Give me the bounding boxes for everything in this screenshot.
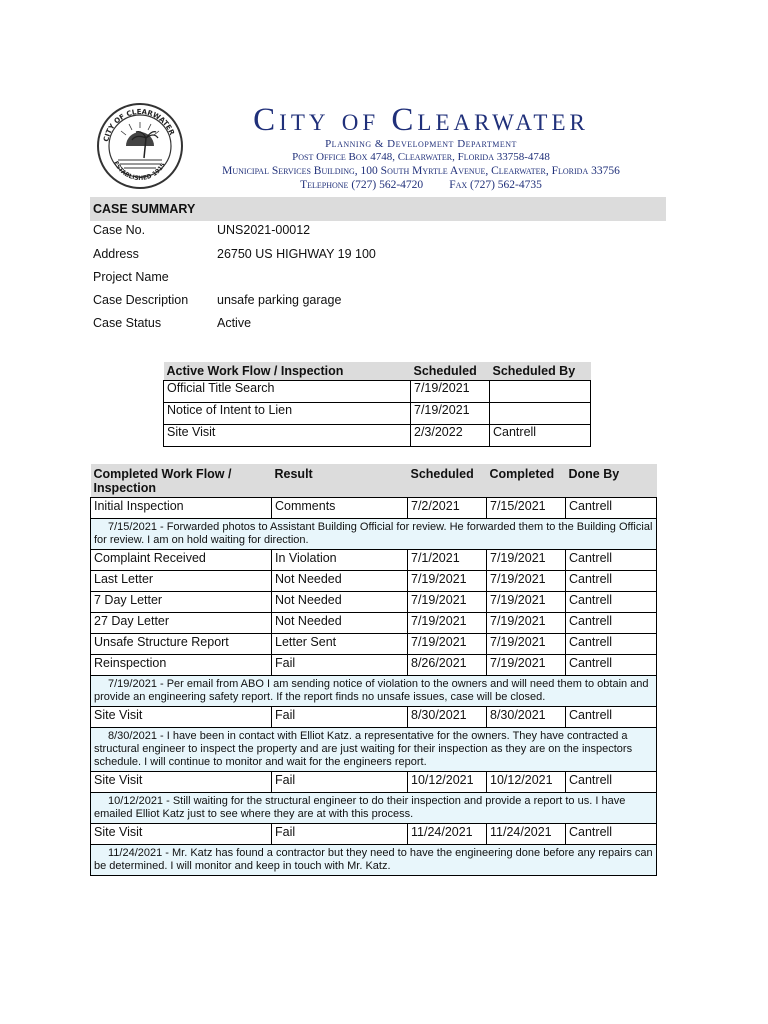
result: Not Needed <box>272 571 408 592</box>
scheduled-date: 7/19/2021 <box>408 634 487 655</box>
column-header: Done By <box>566 464 657 498</box>
scheduled-date: 10/12/2021 <box>408 772 487 793</box>
scheduled-date: 7/19/2021 <box>411 403 490 425</box>
inspection-name: Last Letter <box>91 571 272 592</box>
summary-value: Active <box>217 316 252 330</box>
inspection-note: 7/15/2021 - Forwarded photos to Assistant Building Official for review. He forwarded them to the Building Official for review. I am on hold waiting for direction. <box>94 521 653 546</box>
done-by: Cantrell <box>566 772 657 793</box>
letterhead-text <box>186 102 656 192</box>
result: Letter Sent <box>272 634 408 655</box>
fax-number: Fax (727) 562-4735 <box>449 179 542 191</box>
done-by: Cantrell <box>566 550 657 571</box>
completed-workflow-table <box>90 464 657 876</box>
scheduled-date: 7/2/2021 <box>408 498 487 519</box>
scheduled-date: 7/19/2021 <box>408 592 487 613</box>
completed-date: 7/19/2021 <box>487 634 566 655</box>
scheduled-date: 2/3/2022 <box>411 425 490 447</box>
inspection-name: 7 Day Letter <box>91 592 272 613</box>
completed-date: 7/19/2021 <box>487 550 566 571</box>
summary-value: unsafe parking garage <box>217 293 342 307</box>
column-header: Scheduled <box>408 464 487 498</box>
column-header: Completed <box>487 464 566 498</box>
completed-date: 7/19/2021 <box>487 592 566 613</box>
done-by: Cantrell <box>566 824 657 845</box>
table-row <box>91 634 657 655</box>
scheduled-date: 8/26/2021 <box>408 655 487 676</box>
done-by: Cantrell <box>566 655 657 676</box>
result: Fail <box>272 707 408 728</box>
inspection-note: 8/30/2021 - I have been in contact with Elliot Katz. a representative for the owners. They have contracted a structural engineer to inspect the property and are just waiting for their inspection as they are on the inspectors schedule. I will continue to monitor and wait for the engineers report. <box>94 730 633 768</box>
table-header-row <box>91 464 657 498</box>
done-by: Cantrell <box>566 707 657 728</box>
inspection-note: 11/24/2021 - Mr. Katz has found a contractor but they need to have the engineering done before any repairs can be determined. I will monitor and keep in touch with Mr. Katz. <box>94 847 653 872</box>
completed-date: 7/19/2021 <box>487 571 566 592</box>
summary-value: UNS2021-00012 <box>217 223 311 237</box>
city-seal-logo <box>96 102 184 190</box>
po-box-address: Post Office Box 4748, Clearwater, Florida 33758-4748 <box>292 151 550 163</box>
inspection-name: Reinspection <box>91 655 272 676</box>
result: Comments <box>272 498 408 519</box>
table-row <box>91 655 657 676</box>
result: Fail <box>272 772 408 793</box>
table-row <box>164 381 591 403</box>
case-summary-heading: CASE SUMMARY <box>90 197 666 221</box>
completed-date: 10/12/2021 <box>487 772 566 793</box>
summary-label: Case Description <box>93 293 189 307</box>
note-row <box>91 676 657 707</box>
inspection-name: Site Visit <box>91 824 272 845</box>
result: Not Needed <box>272 613 408 634</box>
inspection-name: Official Title Search <box>164 381 411 403</box>
scheduled-date: 7/19/2021 <box>408 571 487 592</box>
done-by: Cantrell <box>566 634 657 655</box>
done-by: Cantrell <box>566 498 657 519</box>
svg-text:ESTABLISHED 1915: ESTABLISHED 1915 <box>112 160 168 183</box>
inspection-name: Site Visit <box>164 425 411 447</box>
scheduled-date: 7/1/2021 <box>408 550 487 571</box>
result: Not Needed <box>272 592 408 613</box>
table-row <box>91 613 657 634</box>
done-by: Cantrell <box>566 571 657 592</box>
column-header: Completed Work Flow / Inspection <box>91 464 272 498</box>
summary-label: Address <box>93 247 139 261</box>
table-row <box>164 403 591 425</box>
done-by: Cantrell <box>566 592 657 613</box>
note-row <box>91 845 657 876</box>
inspection-name: Initial Inspection <box>91 498 272 519</box>
table-row <box>164 425 591 447</box>
completed-date: 11/24/2021 <box>487 824 566 845</box>
column-header: Active Work Flow / Inspection <box>164 362 411 381</box>
note-row <box>91 728 657 772</box>
inspection-name: Site Visit <box>91 707 272 728</box>
summary-label: Project Name <box>93 270 169 284</box>
scheduled-date: 8/30/2021 <box>408 707 487 728</box>
scheduled-by <box>490 381 591 403</box>
table-row <box>91 498 657 519</box>
completed-date: 7/19/2021 <box>487 613 566 634</box>
city-name: City of Clearwater <box>253 102 589 138</box>
note-row <box>91 793 657 824</box>
scheduled-by: Cantrell <box>490 425 591 447</box>
scheduled-by <box>490 403 591 425</box>
table-row <box>91 571 657 592</box>
svg-text:CITY OF CLEARWATER: CITY OF CLEARWATER <box>102 107 176 143</box>
result: Fail <box>272 655 408 676</box>
inspection-name: 27 Day Letter <box>91 613 272 634</box>
column-header: Scheduled <box>411 362 490 381</box>
table-row <box>91 824 657 845</box>
summary-label: Case Status <box>93 316 162 330</box>
department-name: Planning & Development Department <box>325 138 517 150</box>
scheduled-date: 7/19/2021 <box>408 613 487 634</box>
inspection-name: Unsafe Structure Report <box>91 634 272 655</box>
completed-date: 8/30/2021 <box>487 707 566 728</box>
result: In Violation <box>272 550 408 571</box>
contact-numbers <box>186 178 656 192</box>
table-row <box>91 707 657 728</box>
summary-value: 26750 US HIGHWAY 19 100 <box>217 247 376 261</box>
table-header-row <box>164 362 591 381</box>
table-row <box>91 772 657 793</box>
result: Fail <box>272 824 408 845</box>
inspection-name: Notice of Intent to Lien <box>164 403 411 425</box>
done-by: Cantrell <box>566 613 657 634</box>
scheduled-date: 7/19/2021 <box>411 381 490 403</box>
inspection-note: 10/12/2021 - Still waiting for the structural engineer to do their inspection and provide a report to us. I have emailed Elliot Katz just to see where they are at with this process. <box>94 795 626 820</box>
telephone-number: Telephone (727) 562-4720 <box>300 179 424 191</box>
inspection-name: Complaint Received <box>91 550 272 571</box>
inspection-name: Site Visit <box>91 772 272 793</box>
completed-date: 7/19/2021 <box>487 655 566 676</box>
table-row <box>91 592 657 613</box>
active-workflow-table <box>163 362 591 447</box>
column-header: Scheduled By <box>490 362 591 381</box>
completed-date: 7/15/2021 <box>487 498 566 519</box>
inspection-note: 7/19/2021 - Per email from ABO I am sending notice of violation to the owners and will need them to obtain and provide an engineering safety report. If the report finds no unsafe issues, case will be closed. <box>94 678 649 703</box>
table-row <box>91 550 657 571</box>
summary-label: Case No. <box>93 223 146 237</box>
letterhead <box>90 96 656 192</box>
scheduled-date: 11/24/2021 <box>408 824 487 845</box>
column-header: Result <box>272 464 408 498</box>
note-row <box>91 519 657 550</box>
building-address: Municipal Services Building, 100 South Myrtle Avenue, Clearwater, Florida 33756 <box>222 165 620 177</box>
